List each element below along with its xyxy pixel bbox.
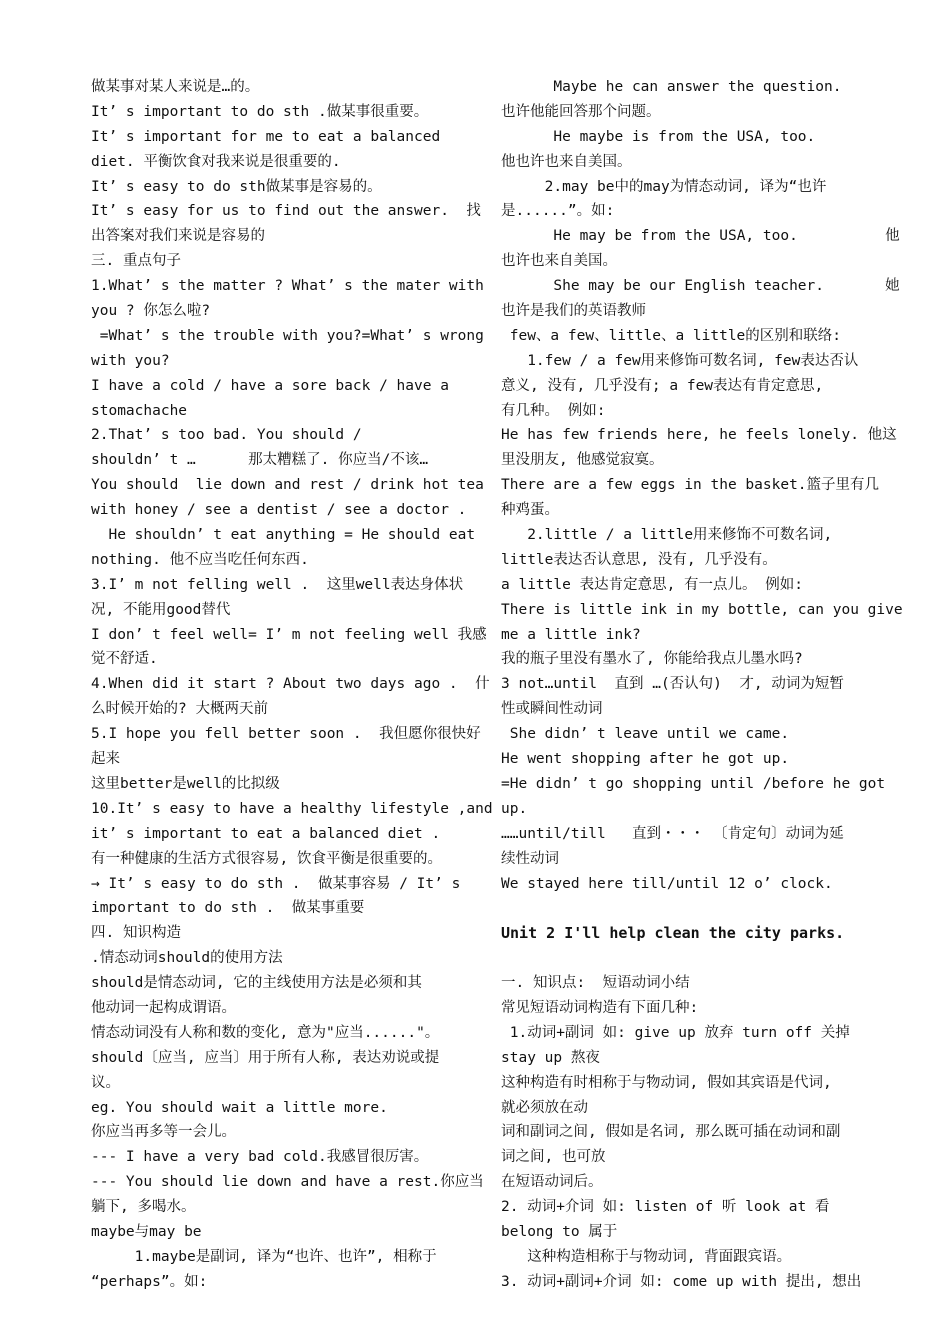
left-column-text-line: should是情态动词, 它的主线使用方法是必须和其: [91, 975, 422, 992]
right-column-text-line: =He didn’ t go shopping until /before he got: [501, 775, 886, 792]
left-column: [91, 75, 493, 1295]
left-column-text-line: --- You should lie down and have a rest.你应当: [91, 1174, 484, 1191]
right-column-text-line: 就必须放在动: [501, 1099, 588, 1116]
right-column-text-line: 意义, 没有, 几乎没有; a few表达有肯定意思,: [501, 377, 824, 394]
right-column-text-line: 1.动词+副词 如: give up 放弃 turn off 关掉: [501, 1024, 850, 1041]
left-column-text-line: It’ s easy to do sth做某事是容易的。: [91, 178, 382, 195]
right-column-text-line: 在短语动词后。: [501, 1174, 603, 1191]
right-column: [501, 75, 903, 1295]
right-column-text-line: 种鸡蛋。: [501, 502, 559, 519]
right-column-text-line: 2. 动词+介词 如: listen of 听 look at 看: [501, 1199, 830, 1216]
right-column-text-line: 也许他能回答那个问题。: [501, 103, 661, 120]
right-column-text-line: 常见短语动词构造有下面几种:: [501, 999, 699, 1016]
left-column-text-line: It’ s easy for us to find out the answer. 找: [91, 203, 481, 220]
left-column-text-line: stomachache: [91, 402, 188, 419]
left-column-text-line: 这里better是well的比拟级: [91, 775, 280, 792]
left-column-text-line: 10.It’ s easy to have a healthy lifestyle ,and: [91, 800, 493, 817]
left-column-text-line: important to do sth . 做某事重要: [91, 900, 365, 917]
right-column-text-line: 有几种。 例如:: [501, 402, 606, 419]
left-column-text-line: → It’ s easy to do sth . 做某事容易 / It’ s: [91, 875, 461, 892]
right-column-text-line: ……until/till 直到・・・ 〔肯定句〕动词为延: [501, 825, 844, 842]
left-column-text-line: 你应当再多等一会儿。: [91, 1124, 236, 1141]
right-column-text-line: 我的瓶子里没有墨水了, 你能给我点儿墨水吗?: [501, 651, 803, 668]
left-column-text-line: He shouldn’ t eat anything = He should eat: [91, 527, 476, 544]
left-column-text-line: 么时候开始的? 大概两天前: [91, 701, 268, 718]
right-column-text-line: 性或瞬间性动词: [501, 701, 603, 718]
left-column-text-line: 有一种健康的生活方式很容易, 饮食平衡是很重要的。: [91, 850, 442, 867]
left-column-text-line: You should lie down and rest / drink hot tea: [91, 477, 484, 494]
right-column-text-line: 3. 动词+副词+介词 如: come up with 提出, 想出: [501, 1273, 862, 1290]
right-column-text-line: up.: [501, 800, 528, 817]
left-column-text-line: --- I have a very bad cold.我感冒很厉害。: [91, 1149, 429, 1166]
left-column-text-line: shouldn’ t … 那太糟糕了. 你应当/不该…: [91, 452, 429, 469]
left-column-text-line: 4.When did it start ? About two days ago . 什: [91, 676, 490, 693]
left-column-text-line: 觉不舒适.: [91, 651, 158, 668]
right-column-text-line: 里没朋友, 他感觉寂寞。: [501, 452, 664, 469]
left-column-text-line: nothing. 他不应当吃任何东西.: [91, 551, 309, 568]
right-column-text-line: He went shopping after he got up.: [501, 751, 790, 768]
right-column-text-line: belong to 属于: [501, 1223, 618, 1240]
left-column-text-line: should〔应当, 应当〕用于所有人称, 表达劝说或提: [91, 1049, 440, 1066]
right-column-text-line: 是......”。如:: [501, 203, 615, 220]
right-column-text-line: Unit 2 I'll help clean the city parks.: [501, 924, 845, 943]
left-column-text-line: you ? 你怎么啦?: [91, 303, 211, 320]
left-column-text-line: .情态动词should的使用方法: [91, 950, 283, 967]
right-column-text-line: 也许也来自美国。: [501, 253, 617, 270]
right-column-text-line: She may be our English teacher. 她: [501, 278, 900, 295]
right-column-text-line: stay up 熬夜: [501, 1049, 600, 1066]
right-column-text-line: me a little ink?: [501, 626, 641, 643]
right-column-text-line: He has few friends here, he feels lonely. 他这: [501, 427, 897, 444]
left-column-text-line: maybe与may be: [91, 1223, 202, 1240]
right-column-text-line: 这种构造有时相称于与物动词, 假如其宾语是代词,: [501, 1074, 832, 1091]
right-column-text-line: little表达否认意思, 没有, 几乎没有。: [501, 551, 777, 568]
right-column-text-line: He may be from the USA, too. 他: [501, 228, 900, 245]
left-column-text-line: 3.I’ m not felling well . 这里well表达身体状: [91, 576, 464, 593]
right-column-text-line: few、a few、little、a little的区别和联络:: [501, 327, 842, 344]
left-column-text-line: 出答案对我们来说是容易的: [91, 228, 265, 245]
right-column-text-line: 他也许也来自美国。: [501, 153, 632, 170]
left-column-text-line: 议。: [91, 1074, 120, 1091]
right-column-text-line: We stayed here till/until 12 o’ clock.: [501, 875, 833, 892]
left-column-text-line: I don’ t feel well= I’ m not feeling well 我感: [91, 626, 487, 643]
right-column-text-line: 3 not…until 直到 …(否认句) 才, 动词为短暂: [501, 676, 844, 693]
left-column-text-line: “perhaps”。如:: [91, 1273, 208, 1290]
left-column-text-line: 5.I hope you fell better soon . 我但愿你很快好: [91, 726, 481, 743]
left-column-text-line: with honey / see a dentist / see a doctor .: [91, 502, 467, 519]
right-column-text-line: 也许是我们的英语教师: [501, 303, 646, 320]
left-column-text-line: 1.What’ s the matter ? What’ s the mater with: [91, 278, 484, 295]
right-column-text-line: 词之间, 也可放: [501, 1149, 606, 1166]
right-column-text-line: 一. 知识点: 短语动词小结: [501, 975, 690, 992]
right-column-text-line: There are a few eggs in the basket.篮子里有几: [501, 477, 880, 494]
left-column-text-line: diet. 平衡饮食对我来说是很重要的.: [91, 153, 341, 170]
right-column-text-line: 1.few / a few用来修饰可数名词, few表达否认: [501, 352, 859, 369]
right-column-text-line: 这种构造相称于与物动词, 背面跟宾语。: [501, 1248, 792, 1265]
left-column-text-line: 1.maybe是副词, 译为“也许、也许”, 相称于: [91, 1248, 437, 1265]
right-column-text-line: There is little ink in my bottle, can you give: [501, 601, 903, 618]
left-column-text-line: 做某事对某人来说是…的。: [91, 79, 260, 95]
left-column-text-line: 起来: [91, 751, 120, 768]
right-column-text-line: He maybe is from the USA, too.: [501, 128, 816, 145]
right-column-text-line: [501, 896, 893, 921]
left-column-text-line: eg. You should wait a little more.: [91, 1099, 388, 1116]
right-column-text-line: 2.may be中的may为情态动词, 译为“也许: [501, 178, 827, 195]
left-column-text-line: 情态动词没有人称和数的变化, 意为"应当......"。: [91, 1024, 440, 1041]
left-column-text-line: 三. 重点句子: [91, 253, 181, 270]
left-column-text-line: 2.That’ s too bad. You should /: [91, 427, 362, 444]
right-column-text-line: Maybe he can answer the question.: [501, 79, 842, 95]
right-column-text-line: [501, 946, 893, 971]
left-column-text-line: It’ s important for me to eat a balanced: [91, 128, 441, 145]
right-column-text-line: a little 表达肯定意思, 有一点儿。 例如:: [501, 576, 803, 593]
left-column-text-line: I have a cold / have a sore back / have a: [91, 377, 449, 394]
left-column-text-line: it’ s important to eat a balanced diet .: [91, 825, 441, 842]
right-column-text-line: She didn’ t leave until we came.: [501, 726, 790, 743]
left-column-text-line: It’ s important to do sth .做某事很重要。: [91, 103, 429, 120]
right-column-text-line: 词和副词之间, 假如是名词, 那么既可插在动词和副: [501, 1124, 841, 1141]
left-column-text-line: 况, 不能用good替代: [91, 601, 231, 618]
left-column-text-line: 他动词一起构成谓语。: [91, 999, 236, 1016]
left-column-text-line: 四. 知识构造: [91, 925, 181, 942]
left-column-text-line: =What’ s the trouble with you?=What’ s wrong: [91, 327, 484, 344]
left-column-text-line: 躺下, 多喝水。: [91, 1199, 196, 1216]
right-column-text-line: 续性动词: [501, 850, 559, 867]
right-column-text-line: 2.little / a little用来修饰不可数名词,: [501, 527, 833, 544]
left-column-text-line: with you?: [91, 352, 170, 369]
